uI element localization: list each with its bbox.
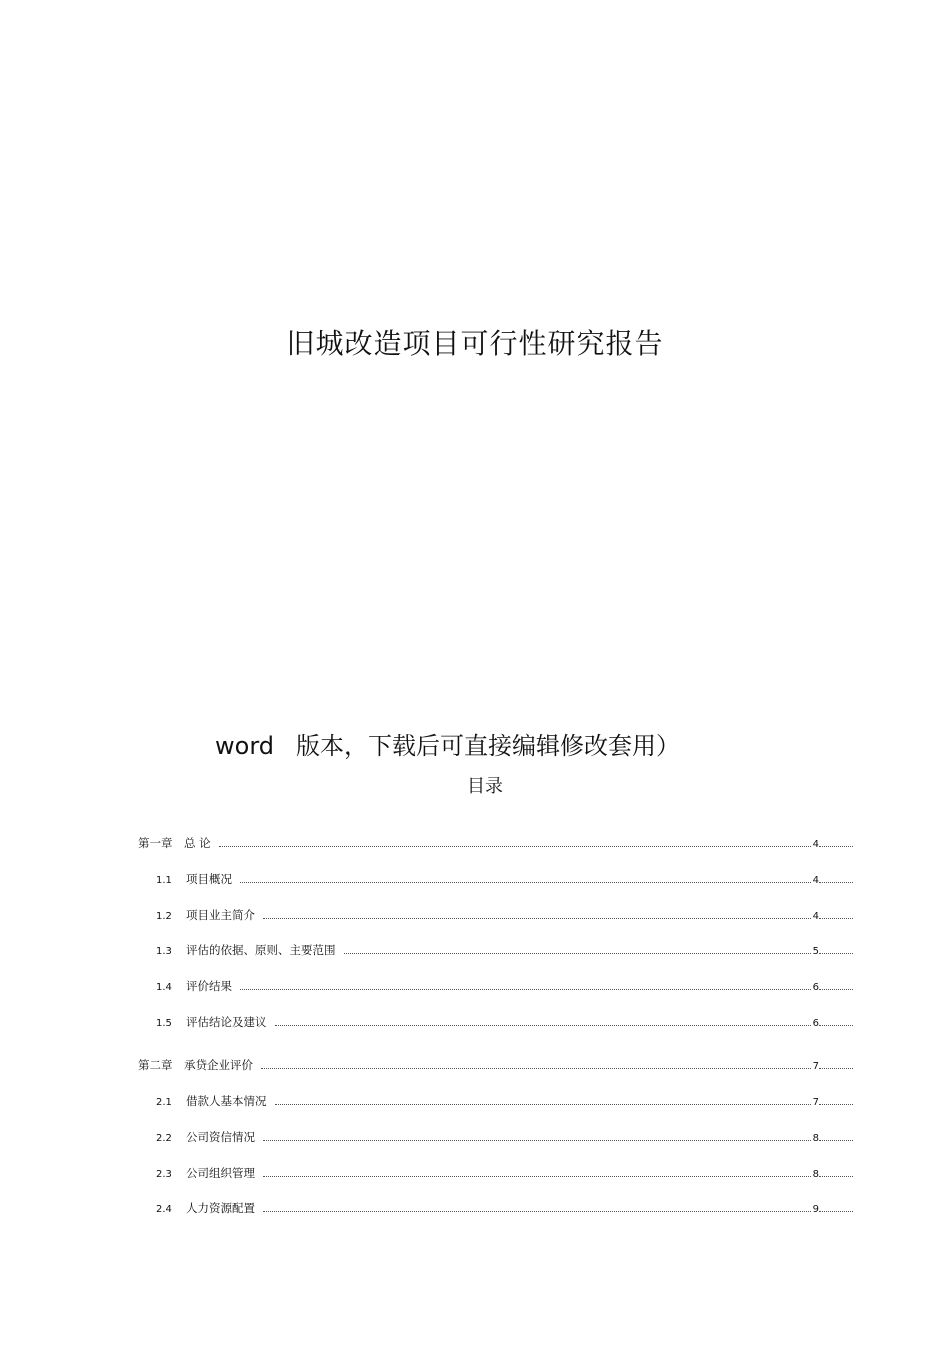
toc-entry-label: 项目业主简介 [186,908,255,922]
toc-entry-label: 借款人基本情况 [186,1094,267,1108]
toc-entry-page: 8 [812,1133,819,1144]
toc-entry-label: 总 论 [184,836,211,850]
toc-entry[interactable] [156,978,853,994]
toc-entry-label: 评价结果 [186,979,232,993]
toc-entry-page: 4 [812,911,819,922]
toc-heading: 目录 [467,776,503,797]
toc-entry[interactable] [138,1057,853,1073]
toc-entry[interactable] [156,1200,853,1216]
toc-entry-number: 2.4 [156,1204,172,1215]
toc-leader-tail [819,1094,853,1105]
toc-entry[interactable] [156,1014,853,1030]
toc-entry[interactable] [156,871,853,887]
toc-leader-dots [219,836,811,847]
toc-leader-dots [240,979,811,990]
toc-entry-label: 公司组织管理 [186,1166,255,1180]
toc-entry[interactable] [138,835,853,851]
toc-entry-page: 4 [812,875,819,886]
toc-entry-label: 公司资信情况 [186,1130,255,1144]
toc-entry-number: 第二章 [138,1058,173,1072]
toc-leader-tail [819,1130,853,1141]
toc-entry-page: 9 [812,1204,819,1215]
toc-entry-number: 2.2 [156,1133,172,1144]
toc-leader-dots [275,1015,811,1026]
toc-entry-label: 人力资源配置 [186,1201,255,1215]
toc-entry-label: 评估结论及建议 [186,1015,267,1029]
toc-entry-page: 7 [812,1097,819,1108]
document-title: 旧城改造项目可行性研究报告 [286,327,664,360]
toc-leader-tail [819,943,853,954]
subtitle-word: word [215,732,274,760]
toc-entry-page: 4 [812,839,819,850]
toc-entry-number: 2.1 [156,1097,172,1108]
toc-entry[interactable] [156,942,853,958]
toc-entry-number: 1.2 [156,911,172,922]
toc-entry-number: 2.3 [156,1169,172,1180]
toc-leader-tail [819,1166,853,1177]
toc-entry[interactable] [156,1093,853,1109]
toc-leader-dots [344,943,811,954]
toc-entry-label: 承贷企业评价 [184,1058,253,1072]
toc-entry-number: 1.4 [156,982,172,993]
toc-entry[interactable] [156,907,853,923]
toc-entry-page: 6 [812,1018,819,1029]
toc-leader-dots [261,1058,811,1069]
toc-entry[interactable] [156,1165,853,1181]
toc-leader-dots [263,908,811,919]
toc-leader-tail [819,979,853,990]
toc-leader-tail [819,1201,853,1212]
subtitle-text: 版本，下载后可直接编辑修改套用） [296,732,680,760]
toc-leader-dots [240,872,811,883]
toc-entry-number: 1.5 [156,1018,172,1029]
toc-leader-dots [263,1201,811,1212]
toc-leader-tail [819,872,853,883]
toc-entry-number: 1.3 [156,946,172,957]
toc-entry-page: 5 [812,946,819,957]
toc-entry-label: 项目概况 [186,872,232,886]
toc-leader-tail [819,1058,853,1069]
toc-entry-page: 6 [812,982,819,993]
toc-leader-tail [819,836,853,847]
toc-leader-tail [819,908,853,919]
toc-leader-tail [819,1015,853,1026]
toc-leader-dots [275,1094,811,1105]
toc-entry-label: 评估的依据、原则、主要范围 [186,943,336,957]
toc-entry-page: 8 [812,1169,819,1180]
toc-entry[interactable] [156,1129,853,1145]
toc-entry-number: 1.1 [156,875,172,886]
toc-leader-dots [263,1130,811,1141]
toc-leader-dots [263,1166,811,1177]
toc-entry-page: 7 [812,1061,819,1072]
toc-entry-number: 第一章 [138,836,173,850]
